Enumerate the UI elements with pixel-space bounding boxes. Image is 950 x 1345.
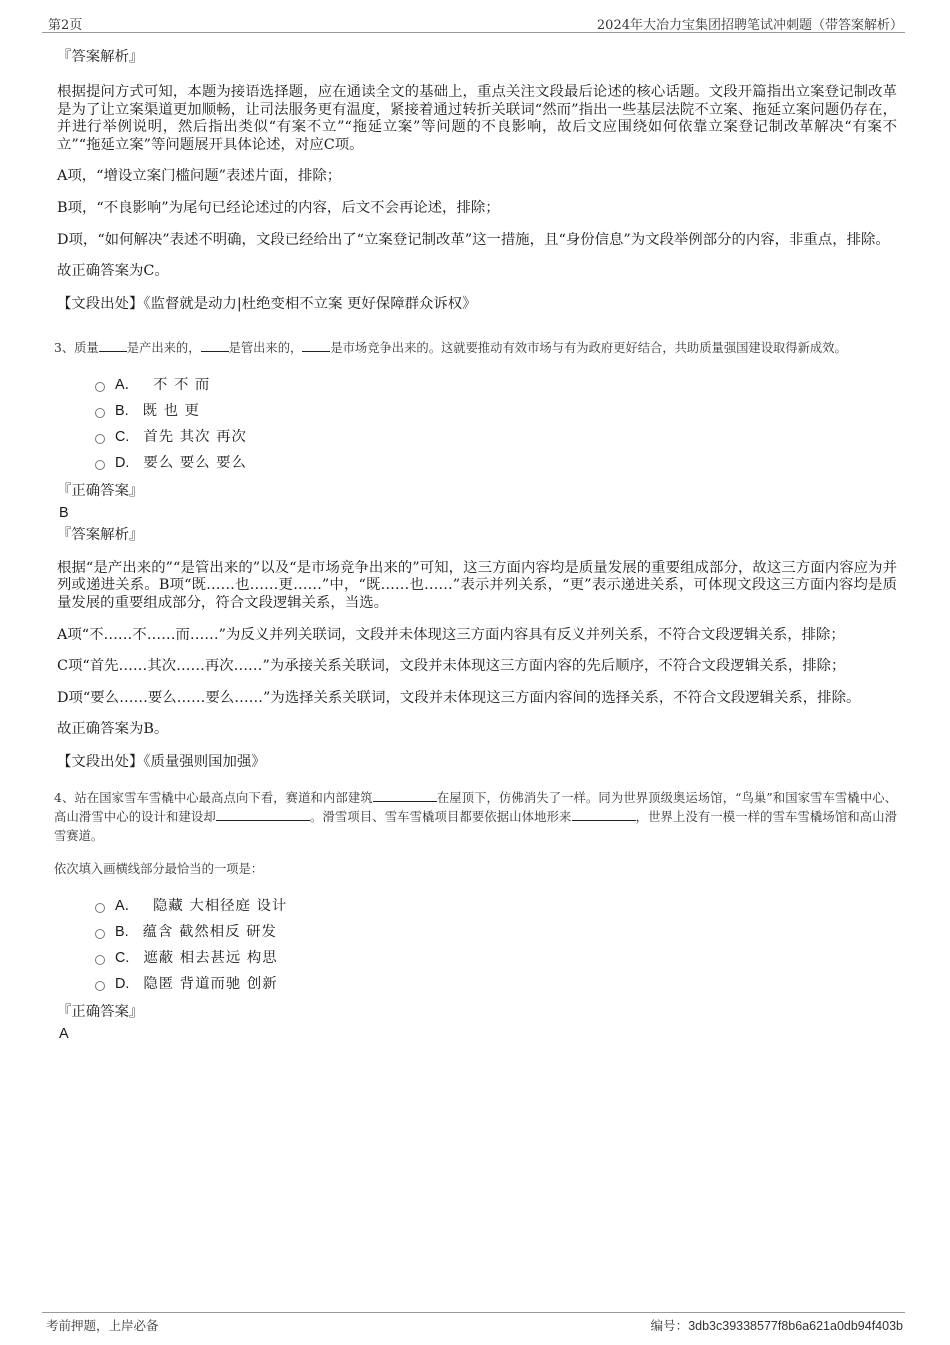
analysis-paragraph: A项，“增设立案门槛问题”表述片面，排除； xyxy=(57,168,342,185)
answer-blank xyxy=(302,339,330,352)
document-body xyxy=(54,48,898,1047)
option-b[interactable]: B. 既 也 更 xyxy=(95,398,897,424)
radio-button-icon[interactable] xyxy=(95,408,105,418)
answer-blank xyxy=(216,808,310,821)
analysis-paragraph: D项“要么……要么……要么……”为选择关系关联词，文段并未体现这三方面内容间的选择关系，不符合文段逻辑关系，排除。 xyxy=(57,689,861,706)
option-d[interactable]: D. 要么 要么 要么 xyxy=(95,450,897,476)
option-c[interactable]: C. 遮蔽 相去甚远 构思 xyxy=(95,945,897,971)
radio-button-icon[interactable] xyxy=(95,382,105,392)
correct-answer: B xyxy=(59,504,69,521)
option-c[interactable]: C. 首先 其次 再次 xyxy=(95,424,897,450)
correct-answer-label: 『正确答案』 xyxy=(57,1003,144,1020)
source-citation: 【文段出处】《质量强则国加强》 xyxy=(57,753,266,770)
analysis-paragraph: 故正确答案为C。 xyxy=(57,263,169,280)
answer-blank xyxy=(373,789,437,802)
analysis-paragraph: D项，“如何解决”表述不明确，文段已经给出了“立案登记制改革”这一措施，且“身份信息”为文段举例部分的内容，非重点，排除。 xyxy=(57,231,890,248)
option-a[interactable]: A． 隐藏 大相径庭 设计 xyxy=(95,893,897,919)
footer-slogan: 考前押题，上岸必备 xyxy=(46,1318,159,1333)
analysis-paragraph: C项“首先……其次……再次……”为承接关系关联词，文段并未体现这三方面内容的先后顺序，不符合文段逻辑关系，排除； xyxy=(57,658,846,675)
page-footer xyxy=(42,1312,905,1335)
analysis-label: 『答案解析』 xyxy=(57,526,144,543)
document-title: 2024年大冶力宝集团招聘笔试冲刺题（带答案解析） xyxy=(596,18,903,33)
radio-button-icon[interactable] xyxy=(95,903,105,913)
correct-answer: A xyxy=(59,1025,69,1042)
page-number: 第2页 xyxy=(48,18,83,33)
analysis-paragraph: A项“不……不……而……”为反义并列关联词，文段并未体现这三方面内容具有反义并列关系，不符合文段逻辑关系，排除； xyxy=(57,626,845,643)
radio-button-icon[interactable] xyxy=(95,929,105,939)
analysis-paragraph: B项，“不良影响”为尾句已经论述过的内容，后文不会再论述，排除； xyxy=(57,199,500,216)
analysis-label: 『答案解析』 xyxy=(57,49,144,65)
radio-button-icon[interactable] xyxy=(95,981,105,991)
question-4-stem: 4、站在国家雪车雪橇中心最高点向下看，赛道和内部建筑 在屋顶下，仿佛消失了一样。同为世界顶级奥运场馆，“鸟巢”和国家雪车雪橇中心、高山滑雪中心的设计和建设却 。滑雪项目、雪车雪橇项目都要依据山体地形来 ，世界上没有一模一样的雪车雪橇场馆和高山滑雪赛道。 xyxy=(54,790,898,843)
question-3-options xyxy=(95,372,897,476)
answer-blank xyxy=(201,339,229,352)
analysis-paragraph: 根据提问方式可知，本题为接语选择题，应在通读全文的基础上，重点关注文段最后论述的核心话题。文段开篇指出立案登记制改革是为了让立案渠道更加顺畅，让司法服务更有温度，紧接着通过转折关联词“然而”指出一些基层法院不立案、拖延立案问题仍存在，并进行举例说明，然后指出类似“有案不立”“拖延立案”等问题的不良影响，故后文应围绕如何依靠立案登记制改革解决“有案不立”“拖延立案”等问题展开具体论述，对应C项。 xyxy=(57,84,897,153)
option-a[interactable]: A． 不 不 而 xyxy=(95,372,897,398)
analysis-paragraph: 根据“是产出来的”“是管出来的”以及“是市场竞争出来的”可知，这三方面内容均是质量发展的重要组成部分，故这三方面内容应为并列或递进关系。B项“既……也……更……”中，“既……也……”表示并列关系，“更”表示递进关系，可体现文段这三方面内容均是质量发展的重要组成部分，符合文段逻辑关系，当选。 xyxy=(57,559,897,611)
answer-blank xyxy=(572,808,636,821)
page-header xyxy=(42,12,905,33)
question-4-prompt: 依次填入画横线部分最恰当的一项是： xyxy=(54,861,264,876)
option-b[interactable]: B. 蕴含 截然相反 研发 xyxy=(95,919,897,945)
option-d[interactable]: D. 隐匿 背道而驰 创新 xyxy=(95,971,897,997)
analysis-paragraph: 故正确答案为B。 xyxy=(57,721,169,738)
answer-blank xyxy=(99,339,127,352)
radio-button-icon[interactable] xyxy=(95,434,105,444)
document-code: 编号：3db3c39338577f8b6a621a0db94f403b xyxy=(650,1318,903,1333)
question-3-stem: 3、质量 是产出来的， 是管出来的， 是市场竞争出来的。这就要推动有效市场与有为政府更好结合，共助质量强国建设取得新成效。 xyxy=(54,340,847,355)
radio-button-icon[interactable] xyxy=(95,955,105,965)
correct-answer-label: 『正确答案』 xyxy=(57,482,144,499)
source-citation: 【文段出处】《监督就是动力|杜绝变相不立案 更好保障群众诉权》 xyxy=(57,295,477,312)
radio-button-icon[interactable] xyxy=(95,460,105,470)
question-4-options xyxy=(95,893,897,997)
